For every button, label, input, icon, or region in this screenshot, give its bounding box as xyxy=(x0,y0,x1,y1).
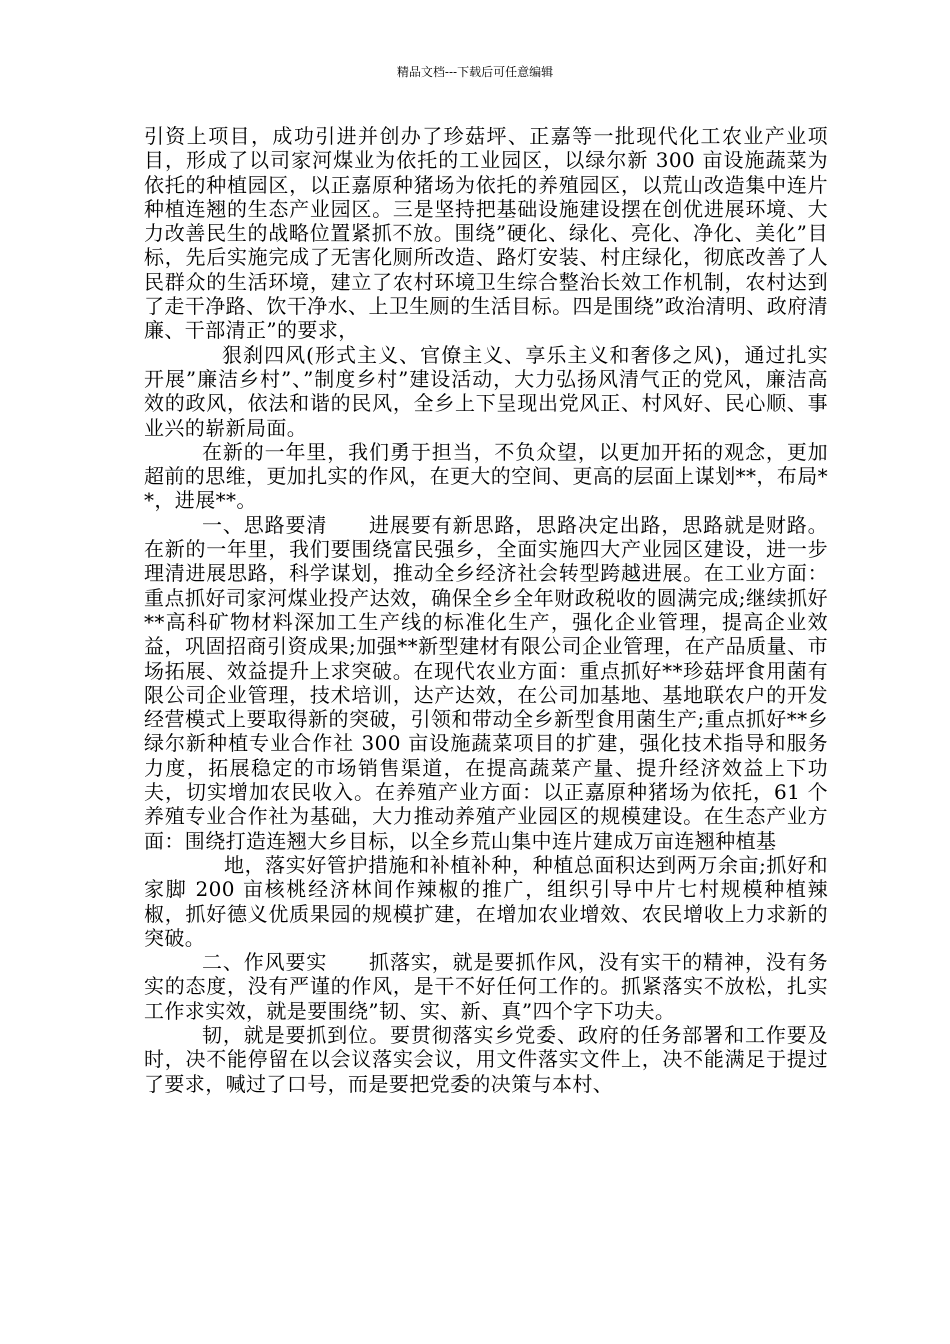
document-body xyxy=(144,124,828,1096)
page-header: 精品文档---下载后可任意编辑 xyxy=(396,65,554,79)
paragraph-5: 地，落实好管护措施和补植补种，种植总面积达到两万余亩;抓好和家脚 200 亩核桃经济林间作辣椒的推广，组织引导中片七村规模种植辣椒，抓好德义优质果园的规模扩建，在增加农业增效、农民增收上力求新的突破。 xyxy=(144,852,828,950)
paragraph-3: 在新的一年里，我们勇于担当，不负众望，以更加开拓的观念，更加超前的思维，更加扎实的作风，在更大的空间、更高的层面上谋划**，布局**，进展**。 xyxy=(144,439,828,513)
paragraph-1: 引资上项目，成功引进并创办了珍菇坪、正嘉等一批现代化工农业产业项目，形成了以司家河煤业为依托的工业园区，以绿尔新 300 亩设施蔬菜为依托的种植园区，以正嘉原种猪场为依托的养殖园区，以荒山改造集中连片种植连翘的生态产业园区。三是坚持把基础设施建设摆在创优进展环境、大力改善民生的战略位置紧抓不放。围绕”硬化、绿化、亮化、净化、美化”目标，先后实施完成了无害化厕所改造、路灯安装、村庄绿化，彻底改善了人民群众的生活环境，建立了农村环境卫生综合整治长效工作机制，农村达到了走干净路、饮干净水、上卫生厕的生活目标。四是围绕”政治清明、政府清廉、干部清正”的要求， xyxy=(144,124,828,343)
paragraph-6: 二、作风要实 抓落实，就是要抓作风，没有实干的精神，没有务实的态度，没有严谨的作风，是干不好任何工作的。抓紧落实不放松，扎实工作求实效，就是要围绕”韧、实、新、真”四个字下功夫。 xyxy=(144,950,828,1023)
paragraph-4: 一、思路要清 进展要有新思路，思路决定出路，思路就是财路。在新的一年里，我们要围绕富民强乡，全面实施四大产业园区建设，进一步理清进展思路，科学谋划，推动全乡经济社会转型跨越进展。在工业方面：重点抓好司家河煤业投产达效，确保全乡全年财政税收的圆满完成;继续抓好**高科矿物材料深加工生产线的标准化生产，强化企业管理，提高企业效益，巩固招商引资成果;加强**新型建材有限公司企业管理，在产品质量、市场拓展、效益提升上求突破。在现代农业方面：重点抓好**珍菇坪食用菌有限公司企业管理，技术培训，达产达效，在公司加基地、基地联农户的开发经营模式上要取得新的突破，引领和带动全乡新型食用菌生产;重点抓好**乡绿尔新种植专业合作社 300 亩设施蔬菜项目的扩建，强化技术指导和服务力度，拓展稳定的市场销售渠道，在提高蔬菜产量、提升经济效益上下功夫，切实增加农民收入。在养殖产业方面：以正嘉原种猪场为依托，61 个养殖专业合作社为基础，大力推动养殖产业园区的规模建设。在生态产业方面：围绕打造连翘大乡目标，以全乡荒山集中连片建成万亩连翘种植基 xyxy=(144,512,828,853)
paragraph-7: 韧，就是要抓到位。要贯彻落实乡党委、政府的任务部署和工作要及时，决不能停留在以会议落实会议，用文件落实文件上，决不能满足于提过了要求，喊过了口号，而是要把党委的决策与本村、 xyxy=(144,1022,828,1096)
paragraph-2: 狠刹四风(形式主义、官僚主义、享乐主义和奢侈之风)，通过扎实开展”廉洁乡村”、”制度乡村”建设活动，大力弘扬风清气正的党风，廉洁高效的政风，依法和谐的民风，全乡上下呈现出党风正、村风好、民心顺、事业兴的崭新局面。 xyxy=(144,342,828,440)
